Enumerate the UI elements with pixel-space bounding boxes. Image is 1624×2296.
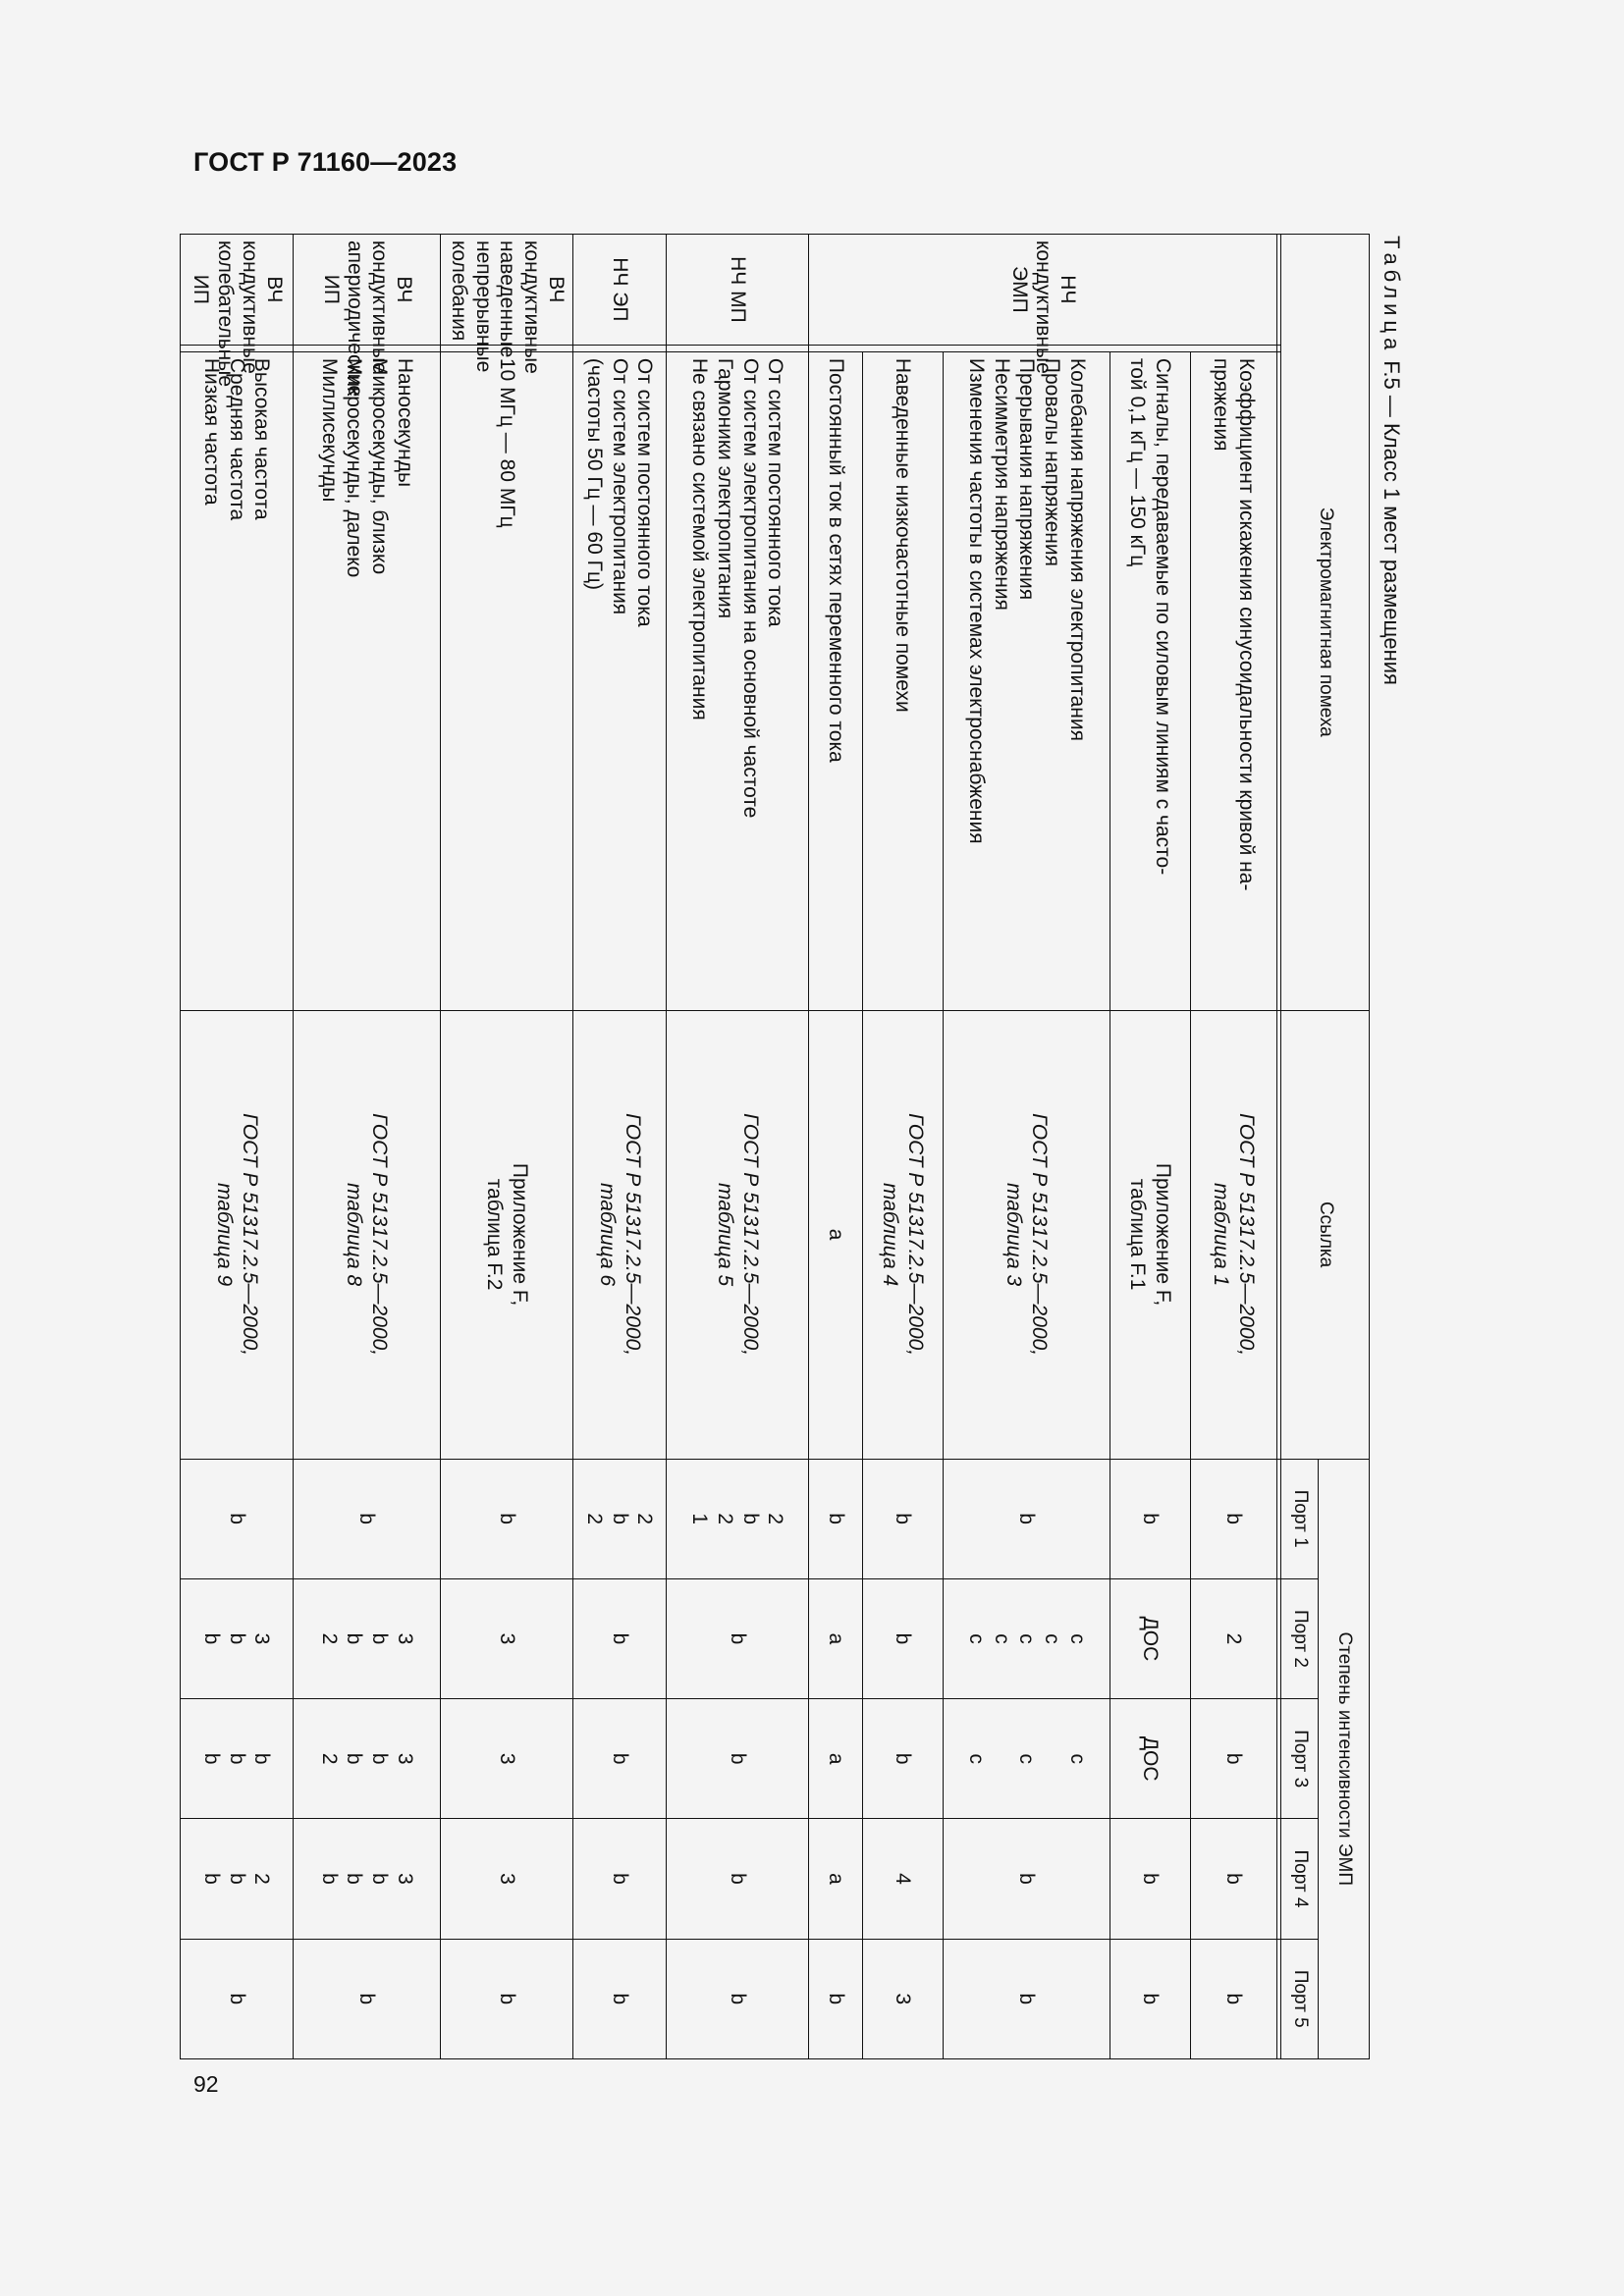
reference-cell xyxy=(809,1010,863,1459)
port-2-cell xyxy=(1191,1578,1277,1698)
port-value: b xyxy=(495,1993,518,2005)
port-value: 3 xyxy=(250,1632,274,1645)
port-value: c xyxy=(990,1633,1013,1644)
table-row xyxy=(863,235,944,2059)
port-value: b xyxy=(1015,1993,1039,2005)
group-spacer xyxy=(667,345,809,351)
port-2-cell xyxy=(944,1578,1110,1698)
port-4-cell xyxy=(573,1819,667,1939)
port-4-cell xyxy=(944,1819,1110,1939)
reference-line: ГОСТ Р 51317.2.5—2000, xyxy=(738,1113,762,1357)
table-row xyxy=(1191,235,1277,2059)
header-port-3: Порт 3 xyxy=(1281,1699,1319,1819)
port-value: b xyxy=(608,1873,631,1885)
port-value: c xyxy=(1065,1753,1089,1764)
interference-line: Изменения частоты в системах электроснабжения xyxy=(965,357,989,844)
port-3-cell xyxy=(667,1699,809,1819)
port-4-cell xyxy=(809,1819,863,1939)
port-value: b xyxy=(608,1752,631,1765)
port-value: b xyxy=(1015,1513,1039,1525)
port-value: b xyxy=(608,1993,631,2005)
port-3-cell xyxy=(863,1699,944,1819)
port-value: b xyxy=(343,1752,366,1765)
port-value: 2 xyxy=(633,1513,657,1525)
page-number: 92 xyxy=(193,2071,219,2097)
port-4-cell xyxy=(294,1819,441,1939)
interference-line: Не связано системой электропитания xyxy=(688,357,712,721)
interference-line: От систем постоянного тока xyxy=(633,357,657,627)
port-3-cell xyxy=(944,1699,1110,1819)
port-5-cell xyxy=(441,1939,573,2058)
table-row xyxy=(181,235,294,2059)
interference-line: Гармоники электропитания xyxy=(714,357,736,619)
page-header: ГОСТ Р 71160—2023 xyxy=(193,147,458,177)
port-2-cell xyxy=(441,1578,573,1698)
group-spacer xyxy=(573,345,667,351)
interference-line: пряжения xyxy=(1210,357,1233,452)
port-value: b xyxy=(738,1513,762,1525)
port-value: b xyxy=(824,1993,847,2005)
port-value: 3 xyxy=(495,1752,518,1765)
port-value: b xyxy=(892,1752,915,1765)
port-5-cell xyxy=(181,1939,294,2058)
header-port-2: Порт 2 xyxy=(1281,1578,1319,1698)
port-value: 3 xyxy=(393,1632,416,1645)
rotated-table-block xyxy=(189,234,1404,2059)
port-value: 2 xyxy=(714,1513,736,1525)
port-3-cell xyxy=(1110,1699,1191,1819)
port-5-cell xyxy=(863,1939,944,2058)
table-row xyxy=(573,235,667,2059)
port-3-cell xyxy=(294,1699,441,1819)
port-value: b xyxy=(726,1873,749,1885)
interference-line: От систем постоянного тока xyxy=(764,357,787,627)
port-5-cell xyxy=(809,1939,863,2058)
port-1-cell xyxy=(573,1459,667,1578)
reference-line: таблица 6 xyxy=(596,1182,619,1287)
header-port-5: Порт 5 xyxy=(1281,1939,1319,2058)
port-1-cell xyxy=(1110,1459,1191,1578)
port-value: b xyxy=(368,1632,392,1645)
reference-line: Приложение F, xyxy=(508,1162,531,1307)
port-5-cell xyxy=(1110,1939,1191,2058)
port-value: 3 xyxy=(393,1752,416,1765)
port-value: b xyxy=(200,1632,224,1645)
port-value: b xyxy=(200,1752,224,1765)
reference-line: таблица F.1 xyxy=(1126,1178,1150,1291)
port-value: ДОС xyxy=(1139,1735,1163,1782)
reference-cell xyxy=(944,1010,1110,1459)
interference-line: Высокая частота xyxy=(250,357,274,520)
reference-line: таблица 3 xyxy=(1002,1182,1026,1287)
interference-line: Низкая частота xyxy=(200,357,224,506)
port-5-cell xyxy=(294,1939,441,2058)
port-4-cell xyxy=(667,1819,809,1939)
interference-line: Постоянный ток в сетях переменного тока xyxy=(824,357,847,763)
port-value: b xyxy=(368,1873,392,1885)
port-value: 1 xyxy=(688,1513,712,1525)
reference-line: таблица F.2 xyxy=(483,1178,506,1291)
reference-cell xyxy=(667,1010,809,1459)
interference-line: От систем электропитания xyxy=(608,357,631,615)
interference-line: Наносекунды xyxy=(393,357,416,488)
table-row xyxy=(441,235,573,2059)
interference-cell xyxy=(667,351,809,1010)
port-2-cell xyxy=(667,1578,809,1698)
port-3-cell xyxy=(809,1699,863,1819)
interference-cell xyxy=(1191,351,1277,1010)
port-4-cell xyxy=(1110,1819,1191,1939)
port-value: 3 xyxy=(495,1873,518,1885)
port-value: b xyxy=(225,1632,248,1645)
port-value: b xyxy=(343,1873,366,1885)
reference-line: ГОСТ Р 51317.2.5—2000, xyxy=(238,1113,261,1357)
port-1-cell xyxy=(1191,1459,1277,1578)
caption-rest: F.5 — Класс 1 мест размещения xyxy=(1380,354,1404,685)
port-value: b xyxy=(726,1993,749,2005)
port-value: ДОС xyxy=(1139,1616,1163,1662)
port-value: b xyxy=(608,1632,631,1645)
port-4-cell xyxy=(863,1819,944,1939)
table-row xyxy=(944,235,1110,2059)
port-value xyxy=(1039,1705,1064,1812)
reference-line: ГОСТ Р 51317.2.5—2000, xyxy=(621,1113,644,1357)
port-value: b xyxy=(1139,1513,1163,1525)
port-value: 2 xyxy=(764,1513,787,1525)
port-value: b xyxy=(225,1513,248,1525)
port-value: 4 xyxy=(892,1873,915,1885)
port-value: b xyxy=(225,1873,248,1885)
port-2-cell xyxy=(809,1578,863,1698)
port-value: a xyxy=(824,1752,847,1765)
group-label: НЧ ЭП xyxy=(573,235,667,346)
header-severity: Степень интенсивности ЭМП xyxy=(1319,1459,1370,2058)
port-value: b xyxy=(495,1513,518,1525)
port-value: c xyxy=(1015,1633,1039,1644)
interference-cell xyxy=(1110,351,1191,1010)
port-2-cell xyxy=(181,1578,294,1698)
interference-line: Прерывания напряжения xyxy=(1015,357,1039,601)
port-3-cell xyxy=(1191,1699,1277,1819)
interference-cell xyxy=(181,351,294,1010)
interference-cell xyxy=(441,351,573,1010)
port-value: b xyxy=(1139,1993,1163,2005)
port-3-cell xyxy=(573,1699,667,1819)
reference-line: ГОСТ Р 51317.2.5—2000, xyxy=(1235,1113,1259,1357)
port-value xyxy=(989,1705,1014,1812)
port-4-cell xyxy=(1191,1819,1277,1939)
port-value: b xyxy=(608,1513,631,1525)
port-value: b xyxy=(250,1752,274,1765)
port-5-cell xyxy=(944,1939,1110,2058)
interference-cell xyxy=(294,351,441,1010)
interference-line: той 0,1 кГц — 150 кГц xyxy=(1126,357,1150,567)
reference-cell xyxy=(181,1010,294,1459)
reference-cell xyxy=(441,1010,573,1459)
group-label: ВЧ кондуктивные колебательные ИП xyxy=(181,235,294,346)
interference-line: Средняя частота xyxy=(225,357,248,521)
port-2-cell xyxy=(573,1578,667,1698)
port-value: a xyxy=(824,1632,847,1645)
port-4-cell xyxy=(181,1819,294,1939)
header-reference: Ссылка xyxy=(1281,1010,1370,1459)
port-value: b xyxy=(355,1993,379,2005)
port-value: b xyxy=(368,1752,392,1765)
reference-line: таблица 8 xyxy=(343,1182,366,1287)
header-port-4: Порт 4 xyxy=(1281,1819,1319,1939)
table-row xyxy=(809,235,863,2059)
group-label: НЧ МП xyxy=(667,235,809,346)
port-5-cell xyxy=(1191,1939,1277,2058)
port-value: b xyxy=(824,1513,847,1525)
port-value: 2 xyxy=(1222,1632,1246,1645)
table-row xyxy=(667,235,809,2059)
port-value: b xyxy=(200,1873,224,1885)
port-value: c xyxy=(965,1753,989,1764)
port-4-cell xyxy=(441,1819,573,1939)
table-row xyxy=(294,235,441,2059)
port-1-cell xyxy=(441,1459,573,1578)
interference-line: (частоты 50 Гц — 60 Гц) xyxy=(583,357,607,590)
port-value: b xyxy=(726,1752,749,1765)
reference-line: таблица 9 xyxy=(213,1182,236,1287)
port-value: c xyxy=(1015,1753,1039,1764)
interference-line: Микросекунды, далеко xyxy=(343,357,366,578)
port-5-cell xyxy=(667,1939,809,2058)
port-value: b xyxy=(1222,1752,1246,1765)
interference-line: Миллисекунды xyxy=(317,357,341,503)
port-value: b xyxy=(726,1632,749,1645)
port-value: b xyxy=(343,1632,366,1645)
port-value: b xyxy=(1222,1993,1246,2005)
caption-prefix: Таблица xyxy=(1380,236,1404,355)
interference-line: Несимметрия напряжения xyxy=(990,357,1013,611)
port-value: 3 xyxy=(495,1632,518,1645)
port-1-cell xyxy=(181,1459,294,1578)
port-value: b xyxy=(1222,1513,1246,1525)
reference-line: ГОСТ Р 51317.2.5—2000, xyxy=(1028,1113,1052,1357)
port-value: b xyxy=(1222,1873,1246,1885)
port-value: 2 xyxy=(317,1632,341,1645)
port-value: b xyxy=(225,1993,248,2005)
header-interference: Электромагнитная помеха xyxy=(1281,235,1370,1011)
interference-line: Провалы напряжения xyxy=(1040,357,1063,566)
port-1-cell xyxy=(294,1459,441,1578)
reference-cell xyxy=(1110,1010,1191,1459)
table-caption xyxy=(1379,236,1404,685)
interference-line: Наведенные низкочастотные помехи xyxy=(892,357,915,713)
port-1-cell xyxy=(809,1459,863,1578)
reference-line: ГОСТ Р 51317.2.5—2000, xyxy=(368,1113,392,1357)
reference-line: ГОСТ Р 51317.2.5—2000, xyxy=(904,1113,928,1357)
interference-line: Колебания напряжения электропитания xyxy=(1065,357,1089,741)
port-value: 2 xyxy=(317,1752,341,1765)
reference-line: a xyxy=(824,1228,847,1241)
port-value: 3 xyxy=(892,1993,915,2005)
table-row xyxy=(1110,235,1191,2059)
group-label: НЧ кондуктивные ЭМП xyxy=(809,235,1277,346)
port-value: b xyxy=(355,1513,379,1525)
interference-line: От систем электропитания на основной частоте xyxy=(738,357,762,819)
port-value: b xyxy=(892,1513,915,1525)
port-2-cell xyxy=(294,1578,441,1698)
port-3-cell xyxy=(181,1699,294,1819)
interference-line: Сигналы, передаваемые по силовым линиям с часто- xyxy=(1152,357,1175,876)
port-3-cell xyxy=(441,1699,573,1819)
port-value: b xyxy=(317,1873,341,1885)
port-5-cell xyxy=(573,1939,667,2058)
port-value: b xyxy=(1015,1873,1039,1885)
group-label: ВЧ кондуктивные апериодические ИП xyxy=(294,235,441,346)
emi-table xyxy=(180,234,1370,2059)
interference-line: 10 МГц — 80 МГц xyxy=(495,357,518,528)
reference-line: таблица 5 xyxy=(714,1182,736,1287)
reference-line: таблица 1 xyxy=(1210,1182,1233,1287)
interference-line: Коэффициент искажения синусоидальности кривой на- xyxy=(1235,357,1259,891)
port-value: c xyxy=(965,1633,989,1644)
port-value: b xyxy=(892,1632,915,1645)
group-label: ВЧ кондуктивные наведенные непрерывные колебания xyxy=(441,235,573,346)
reference-cell xyxy=(573,1010,667,1459)
port-1-cell xyxy=(944,1459,1110,1578)
port-value: a xyxy=(824,1873,847,1885)
reference-cell xyxy=(1191,1010,1277,1459)
interference-cell xyxy=(944,351,1110,1010)
reference-line: таблица 4 xyxy=(879,1182,902,1287)
port-value: b xyxy=(1139,1873,1163,1885)
interference-cell xyxy=(863,351,944,1010)
port-value: b xyxy=(225,1752,248,1765)
interference-line: Микросекунды, близко xyxy=(368,357,392,575)
port-value: 2 xyxy=(583,1513,607,1525)
header-port-1: Порт 1 xyxy=(1281,1459,1319,1578)
interference-cell xyxy=(809,351,863,1010)
reference-line: Приложение F, xyxy=(1152,1162,1175,1307)
port-2-cell xyxy=(1110,1578,1191,1698)
port-value: 2 xyxy=(250,1873,274,1885)
port-1-cell xyxy=(863,1459,944,1578)
port-value: 3 xyxy=(393,1873,416,1885)
port-1-cell xyxy=(667,1459,809,1578)
interference-cell xyxy=(573,351,667,1010)
port-value: c xyxy=(1065,1633,1089,1644)
port-2-cell xyxy=(863,1578,944,1698)
reference-cell xyxy=(863,1010,944,1459)
reference-cell xyxy=(294,1010,441,1459)
port-value: c xyxy=(1040,1633,1063,1644)
